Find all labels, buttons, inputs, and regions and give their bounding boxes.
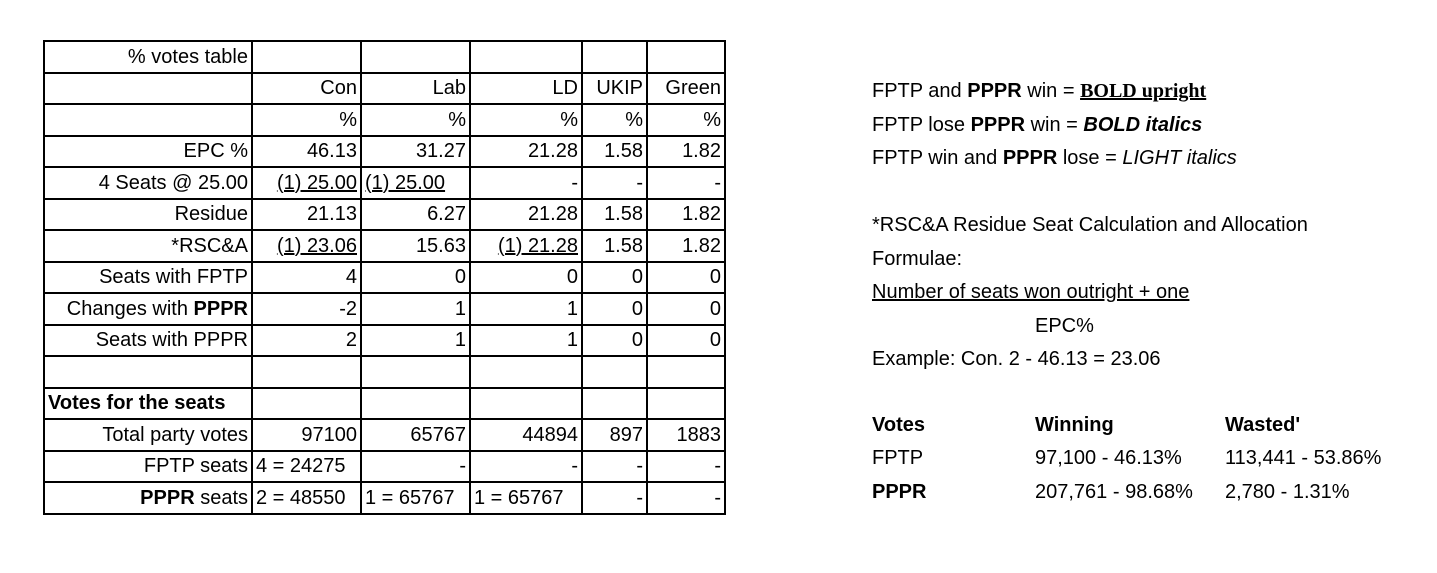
table-cell: 21.28 (470, 199, 582, 231)
summary-value: 113,441 - 53.86% (1225, 447, 1382, 469)
table-row (44, 451, 725, 483)
table-cell: 1 (361, 293, 470, 325)
votes-table (43, 40, 726, 515)
table-cell: 0 (647, 262, 725, 294)
table-cell: 65767 (361, 419, 470, 451)
row-label: Votes for the seats (44, 388, 252, 420)
table-cell: 4 = 24275 (252, 451, 361, 483)
table-cell: 1.82 (647, 230, 725, 262)
unit-cell: % (361, 104, 470, 136)
table-cell: 1 = 65767 (361, 482, 470, 514)
formula-example: Example: Con. 2 - 46.13 = 23.06 (872, 348, 1161, 370)
table-row (44, 293, 725, 325)
table-cell: 1.82 (647, 199, 725, 231)
table-cell: 1 = 65767 (470, 482, 582, 514)
table-cell: 0 (361, 262, 470, 294)
row-label: *RSC&A (44, 230, 252, 262)
table-cell: 1 (361, 325, 470, 357)
table-cell: 4 (252, 262, 361, 294)
table-row (44, 167, 725, 199)
row-label: Residue (44, 199, 252, 231)
table-cell: - (647, 167, 725, 199)
table-cell: - (470, 451, 582, 483)
table-cell: - (470, 167, 582, 199)
legend-line-2: FPTP lose PPPR win = BOLD italics (872, 114, 1203, 136)
table-cell: 897 (582, 419, 647, 451)
table-cell: 46.13 (252, 136, 361, 168)
formula-numerator: Number of seats won outright + one (872, 281, 1190, 303)
table-cell: 0 (647, 325, 725, 357)
table-cell: 31.27 (361, 136, 470, 168)
unit-row (44, 104, 725, 136)
summary-header: Votes (872, 414, 925, 436)
legend-line-1: FPTP and PPPR win = BOLD upright (872, 80, 1207, 102)
summary-header: Wasted' (1225, 414, 1301, 436)
table-cell: - (582, 482, 647, 514)
row-label: 4 Seats @ 25.00 (44, 167, 252, 199)
table-cell: 2 = 48550 (252, 482, 361, 514)
party-header-row (44, 73, 725, 105)
unit-cell: % (252, 104, 361, 136)
row-label: EPC % (44, 136, 252, 168)
summary-value: 97,100 - 46.13% (1035, 447, 1182, 469)
table-row (44, 325, 725, 357)
table-cell: - (361, 451, 470, 483)
table-row (44, 136, 725, 168)
table-row (44, 482, 725, 514)
row-label: Changes with PPPR (44, 293, 252, 325)
unit-cell: % (582, 104, 647, 136)
table-cell: - (647, 482, 725, 514)
unit-cell: % (470, 104, 582, 136)
row-label: Total party votes (44, 419, 252, 451)
unit-cell: % (647, 104, 725, 136)
table-cell: 1.58 (582, 199, 647, 231)
table-row (44, 199, 725, 231)
votes-header-row (44, 388, 725, 420)
table-row (44, 230, 725, 262)
party-header: Green (647, 73, 725, 105)
table-cell: 0 (582, 325, 647, 357)
table-cell: 1.58 (582, 230, 647, 262)
table-cell: 0 (470, 262, 582, 294)
table-cell: (1) 23.06 (276, 234, 357, 257)
row-label: Seats with FPTP (44, 262, 252, 294)
table-cell: 6.27 (361, 199, 470, 231)
row-label: PPPR seats (44, 482, 252, 514)
formula-title: *RSC&A Residue Seat Calculation and Allocation (872, 214, 1308, 236)
empty-row (44, 356, 725, 388)
table-cell: (1) 25.00 (365, 171, 446, 194)
table-cell: 0 (582, 262, 647, 294)
table-cell: 21.13 (252, 199, 361, 231)
table-cell: - (582, 167, 647, 199)
table-cell: 1 (470, 293, 582, 325)
table-cell: 44894 (470, 419, 582, 451)
table-cell: - (647, 451, 725, 483)
table-cell: (1) 25.00 (276, 171, 357, 194)
party-header: Lab (361, 73, 470, 105)
table-cell: 0 (582, 293, 647, 325)
formula-label: Formulae: (872, 248, 963, 270)
table-cell: 0 (647, 293, 725, 325)
formula-denominator: EPC% (1035, 315, 1094, 337)
table-cell: (1) 21.28 (497, 234, 578, 257)
table-row (44, 262, 725, 294)
table-cell: 2 (252, 325, 361, 357)
summary-label: PPPR (872, 481, 927, 503)
row-label: Seats with PPPR (44, 325, 252, 357)
table-title-row (44, 41, 725, 73)
table-cell: -2 (252, 293, 361, 325)
summary-label: FPTP (872, 447, 924, 469)
table-title: % votes table (44, 41, 252, 73)
summary-value: 207,761 - 98.68% (1035, 481, 1193, 503)
summary-header: Winning (1035, 414, 1114, 436)
table-cell: - (582, 451, 647, 483)
party-header: Con (252, 73, 361, 105)
party-header: UKIP (582, 73, 647, 105)
table-cell: 1.58 (582, 136, 647, 168)
table-row (44, 419, 725, 451)
table-cell: 21.28 (470, 136, 582, 168)
table-cell: 1883 (647, 419, 725, 451)
party-header: LD (470, 73, 582, 105)
legend-line-3: FPTP win and PPPR lose = LIGHT italics (872, 147, 1237, 169)
table-cell: 15.63 (361, 230, 470, 262)
table-cell: 97100 (252, 419, 361, 451)
table-cell: 1 (470, 325, 582, 357)
row-label: FPTP seats (44, 451, 252, 483)
table-cell: 1.82 (647, 136, 725, 168)
summary-value: 2,780 - 1.31% (1225, 481, 1350, 503)
